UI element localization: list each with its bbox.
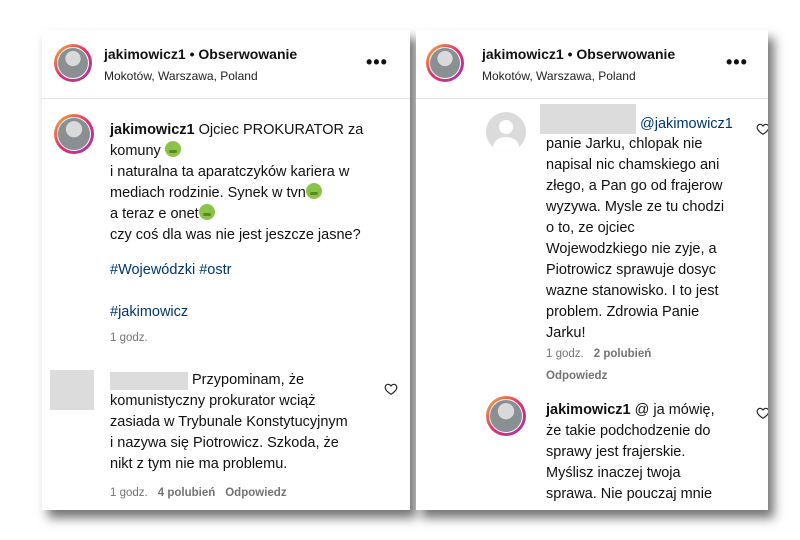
location-link[interactable]: Mokotów, Warszawa, Poland [104,69,258,83]
comment-likes[interactable]: 4 polubień [157,487,216,499]
follow-status-button[interactable]: Obserwowanie [576,46,676,62]
comment-line: Przypominam, że [192,372,305,388]
mention-link[interactable]: @jakimowicz1 [640,116,733,132]
comment-line: panie Jarku, chlopak nie [546,136,703,152]
caption-avatar[interactable] [54,114,94,154]
default-avatar-icon[interactable] [486,112,526,152]
separator-dot: • [567,46,573,62]
comment-line: Wojewodzkiego nie zyje, a [546,241,717,257]
header-username[interactable] [104,46,297,62]
hashtag-jakimowicz[interactable]: #jakimowicz [110,304,189,320]
caption-line: czy coś dla was nie jest jeszcze jasne? [110,227,361,243]
reply-first-line [546,400,715,421]
comment-line: o to, ze ojciec [546,220,635,236]
blurred-avatar [50,370,94,410]
comment-line: Piotrowicz sprawuje dosyc [546,262,717,278]
follow-status-button[interactable]: Obserwowanie [198,46,298,62]
avatar[interactable] [426,44,464,82]
more-options-icon[interactable]: ••• [726,52,748,72]
post-header [42,30,410,99]
caption-line: i naturalna ta aparatczyków kariera w [110,164,350,180]
caption-username[interactable]: jakimowicz1 [110,122,195,138]
caption-line: mediach rodzinie. Synek w tvn [110,183,322,204]
nauseated-face-icon [306,183,322,199]
nauseated-face-icon [165,141,181,157]
avatar[interactable] [54,44,92,82]
left-post-panel [42,30,410,510]
reply-button[interactable]: Odpowiedz [225,487,287,499]
comment-meta [110,487,287,499]
blurred-username [110,372,188,390]
comment-line: nikt z tym nie ma problemu. [110,456,288,472]
caption-line: a teraz e onet [110,204,215,225]
comment-line: problem. Zdrowia Panie [546,304,700,320]
caption-line: Ojciec PROKURATOR za [194,122,364,138]
post-header [416,30,768,99]
reply-button[interactable]: Odpowiedz [546,370,608,382]
caption-text [110,120,400,141]
reply-line: Myślisz inaczej twoja [546,465,681,481]
comment-line: złego, a Pan go od frajerow [546,178,723,194]
comment-time: 1 godz. [546,348,584,360]
caption-line: komuny [110,141,181,162]
heart-icon[interactable] [756,406,768,420]
comment-time: 1 godz. [110,487,148,499]
separator-dot: • [189,46,195,62]
username-text[interactable]: jakimowicz1 [482,46,564,62]
reply-line: sprawy jest frajerskie. [546,444,686,460]
heart-icon[interactable] [756,122,768,136]
caption-time: 1 godz. [110,332,148,344]
comment-line: i nazywa się Piotrowicz. Szkoda, że [110,435,339,451]
more-options-icon[interactable]: ••• [366,52,388,72]
comment-line: Jarku! [546,325,586,341]
heart-icon[interactable] [384,382,398,396]
reply-line: @ ja mówię, [630,402,715,418]
comment-line: wyzywa. Mysle ze tu chodzi [546,199,725,215]
comment-meta [546,348,651,360]
blurred-username [540,104,636,134]
hashtags[interactable]: #Wojewódzki #ostr [110,262,232,278]
reply-username[interactable]: jakimowicz1 [546,402,631,418]
header-username[interactable] [482,46,675,62]
reply-avatar[interactable] [486,396,526,436]
location-link[interactable]: Mokotów, Warszawa, Poland [482,69,636,83]
reply-line: że takie podchodzenie do [546,423,711,439]
username-text[interactable]: jakimowicz1 [104,46,186,62]
comment-line: napisal nic chamskiego ani [546,157,720,173]
comment-line: wazne stanowisko. I to jest [546,283,719,299]
right-post-panel [416,30,768,510]
comment-line: zasiada w Trybunale Konstytucyjnym [110,414,348,430]
nauseated-face-icon [199,204,215,220]
comment-likes[interactable]: 2 polubień [593,348,652,360]
reply-line: sprawa. Nie pouczaj mnie [546,486,713,502]
comment-line: komunistyczny prokurator wciąż [110,393,316,409]
